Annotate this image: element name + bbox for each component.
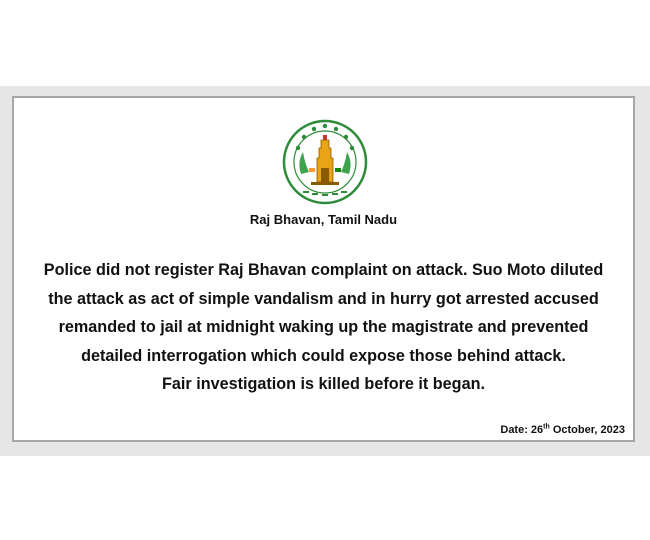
date-ordinal-suffix: th [543,423,550,431]
statement-line: detailed interrogation which could expose those behind attack. [81,346,566,365]
statement-line: Police did not register Raj Bhavan complaint on attack. Suo Moto diluted [43,261,604,279]
state-emblem-icon [281,118,369,206]
issuing-office: Raj Bhavan, Tamil Nadu [249,212,398,227]
press-release-card [12,96,635,442]
statement-body [14,256,633,399]
date-label: Date: 26 [500,424,544,436]
statement-line: remanded to jail at midnight waking up the magistrate and prevented [58,318,589,336]
release-date [500,424,625,436]
statement-line: Fair investigation is killed before it began. [162,375,485,393]
date-rest: October, 2023 [549,424,625,436]
statement-line: the attack as act of simple vandalism and in hurry got arrested accused [48,289,599,308]
